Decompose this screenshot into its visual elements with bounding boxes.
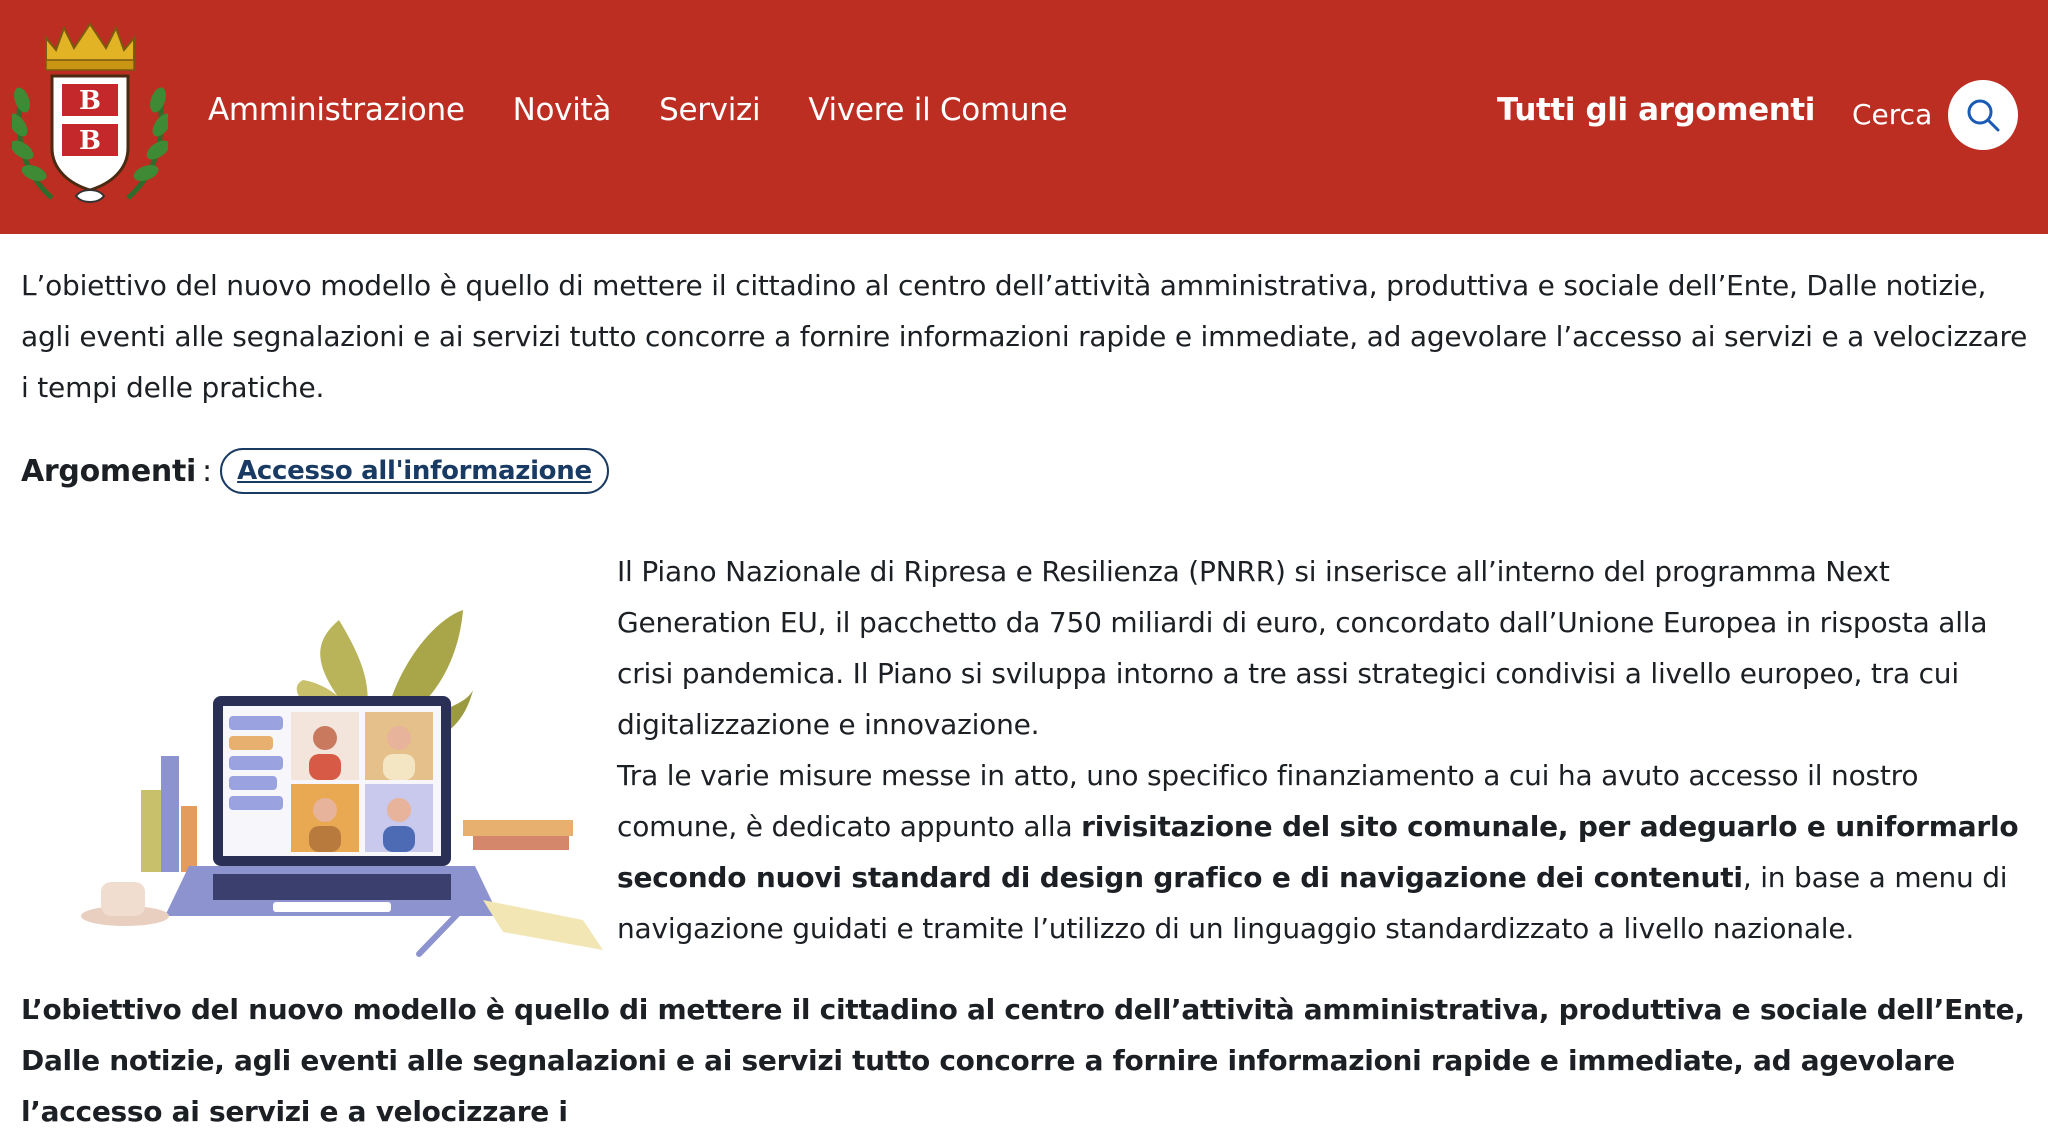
pnrr-text-bold: rivisitazione del sito comunale, per adeguarlo e uniformarlo secondo nuovi standard di design grafico e di navigazione dei contenuti bbox=[617, 810, 2019, 894]
pnrr-text-part1: Il Piano Nazionale di Ripresa e Resilienza (PNRR) si inserisce all’interno del programma Next Generation EU, il pacchetto da 750 miliardi di euro, concordato dall’Unione Europea in risposta alla crisi pandemica. Il Piano si sviluppa intorno a tre assi strategici condivisi a livello europeo, tra cui digitalizzazione e innovazione. bbox=[617, 555, 1988, 741]
nav-item-novita[interactable]: Novità bbox=[512, 92, 612, 128]
pnrr-text-part2: Tra le varie misure messe in atto, uno specifico finanziamento a cui ha avuto accesso il nostro comune, è dedicato appunto alla bbox=[617, 759, 1919, 843]
pnrr-text-part3: , in base a menu di navigazione guidati e tramite l’utilizzo di un linguaggio standardizzato a livello nazionale. bbox=[617, 861, 2008, 945]
coat-of-arms-logo[interactable] bbox=[12, 20, 168, 210]
topics-label: Argomenti bbox=[21, 453, 196, 489]
topics-row bbox=[21, 448, 609, 494]
search-button[interactable] bbox=[1948, 80, 2018, 150]
logo-letter-bottom: B bbox=[79, 126, 101, 156]
outro-bold-paragraph: L’obiettivo del nuovo modello è quello di mettere il cittadino al centro dell’attività amministrativa, produttiva e sociale dell’Ente, Dalle notizie, agli eventi alle segnalazioni e ai servizi tutto concorre a fornire informazioni rapide e immediate, ad agevolare l’accesso ai servizi e a velocizzare i bbox=[21, 993, 2025, 1128]
topic-chip-accesso-informazione[interactable]: Accesso all'informazione bbox=[220, 448, 609, 494]
nav-item-vivere-il-comune[interactable]: Vivere il Comune bbox=[808, 92, 1068, 128]
laptop-video-call-illustration bbox=[63, 560, 615, 980]
site-header bbox=[0, 0, 2048, 234]
page-content bbox=[21, 234, 2031, 1128]
search-label[interactable]: Cerca bbox=[1852, 98, 1933, 131]
main-navigation bbox=[208, 92, 1115, 128]
topics-separator: : bbox=[202, 453, 213, 489]
nav-item-amministrazione[interactable]: Amministrazione bbox=[208, 92, 465, 128]
all-topics-link[interactable]: Tutti gli argomenti bbox=[1497, 92, 1816, 128]
intro-paragraph: L’obiettivo del nuovo modello è quello di mettere il cittadino al centro dell’attività amministrativa, produttiva e sociale dell’Ente, Dalle notizie, agli eventi alle segnalazioni e ai servizi tutto concorre a fornire informazioni rapide e immediate, ad agevolare l’accesso ai servizi e a velocizzare i tempi delle pratiche. bbox=[21, 269, 2028, 404]
nav-item-servizi[interactable]: Servizi bbox=[659, 92, 761, 128]
search-icon bbox=[1965, 97, 2001, 133]
logo-letter-top: B bbox=[79, 86, 101, 116]
pnrr-paragraph bbox=[617, 546, 2037, 954]
